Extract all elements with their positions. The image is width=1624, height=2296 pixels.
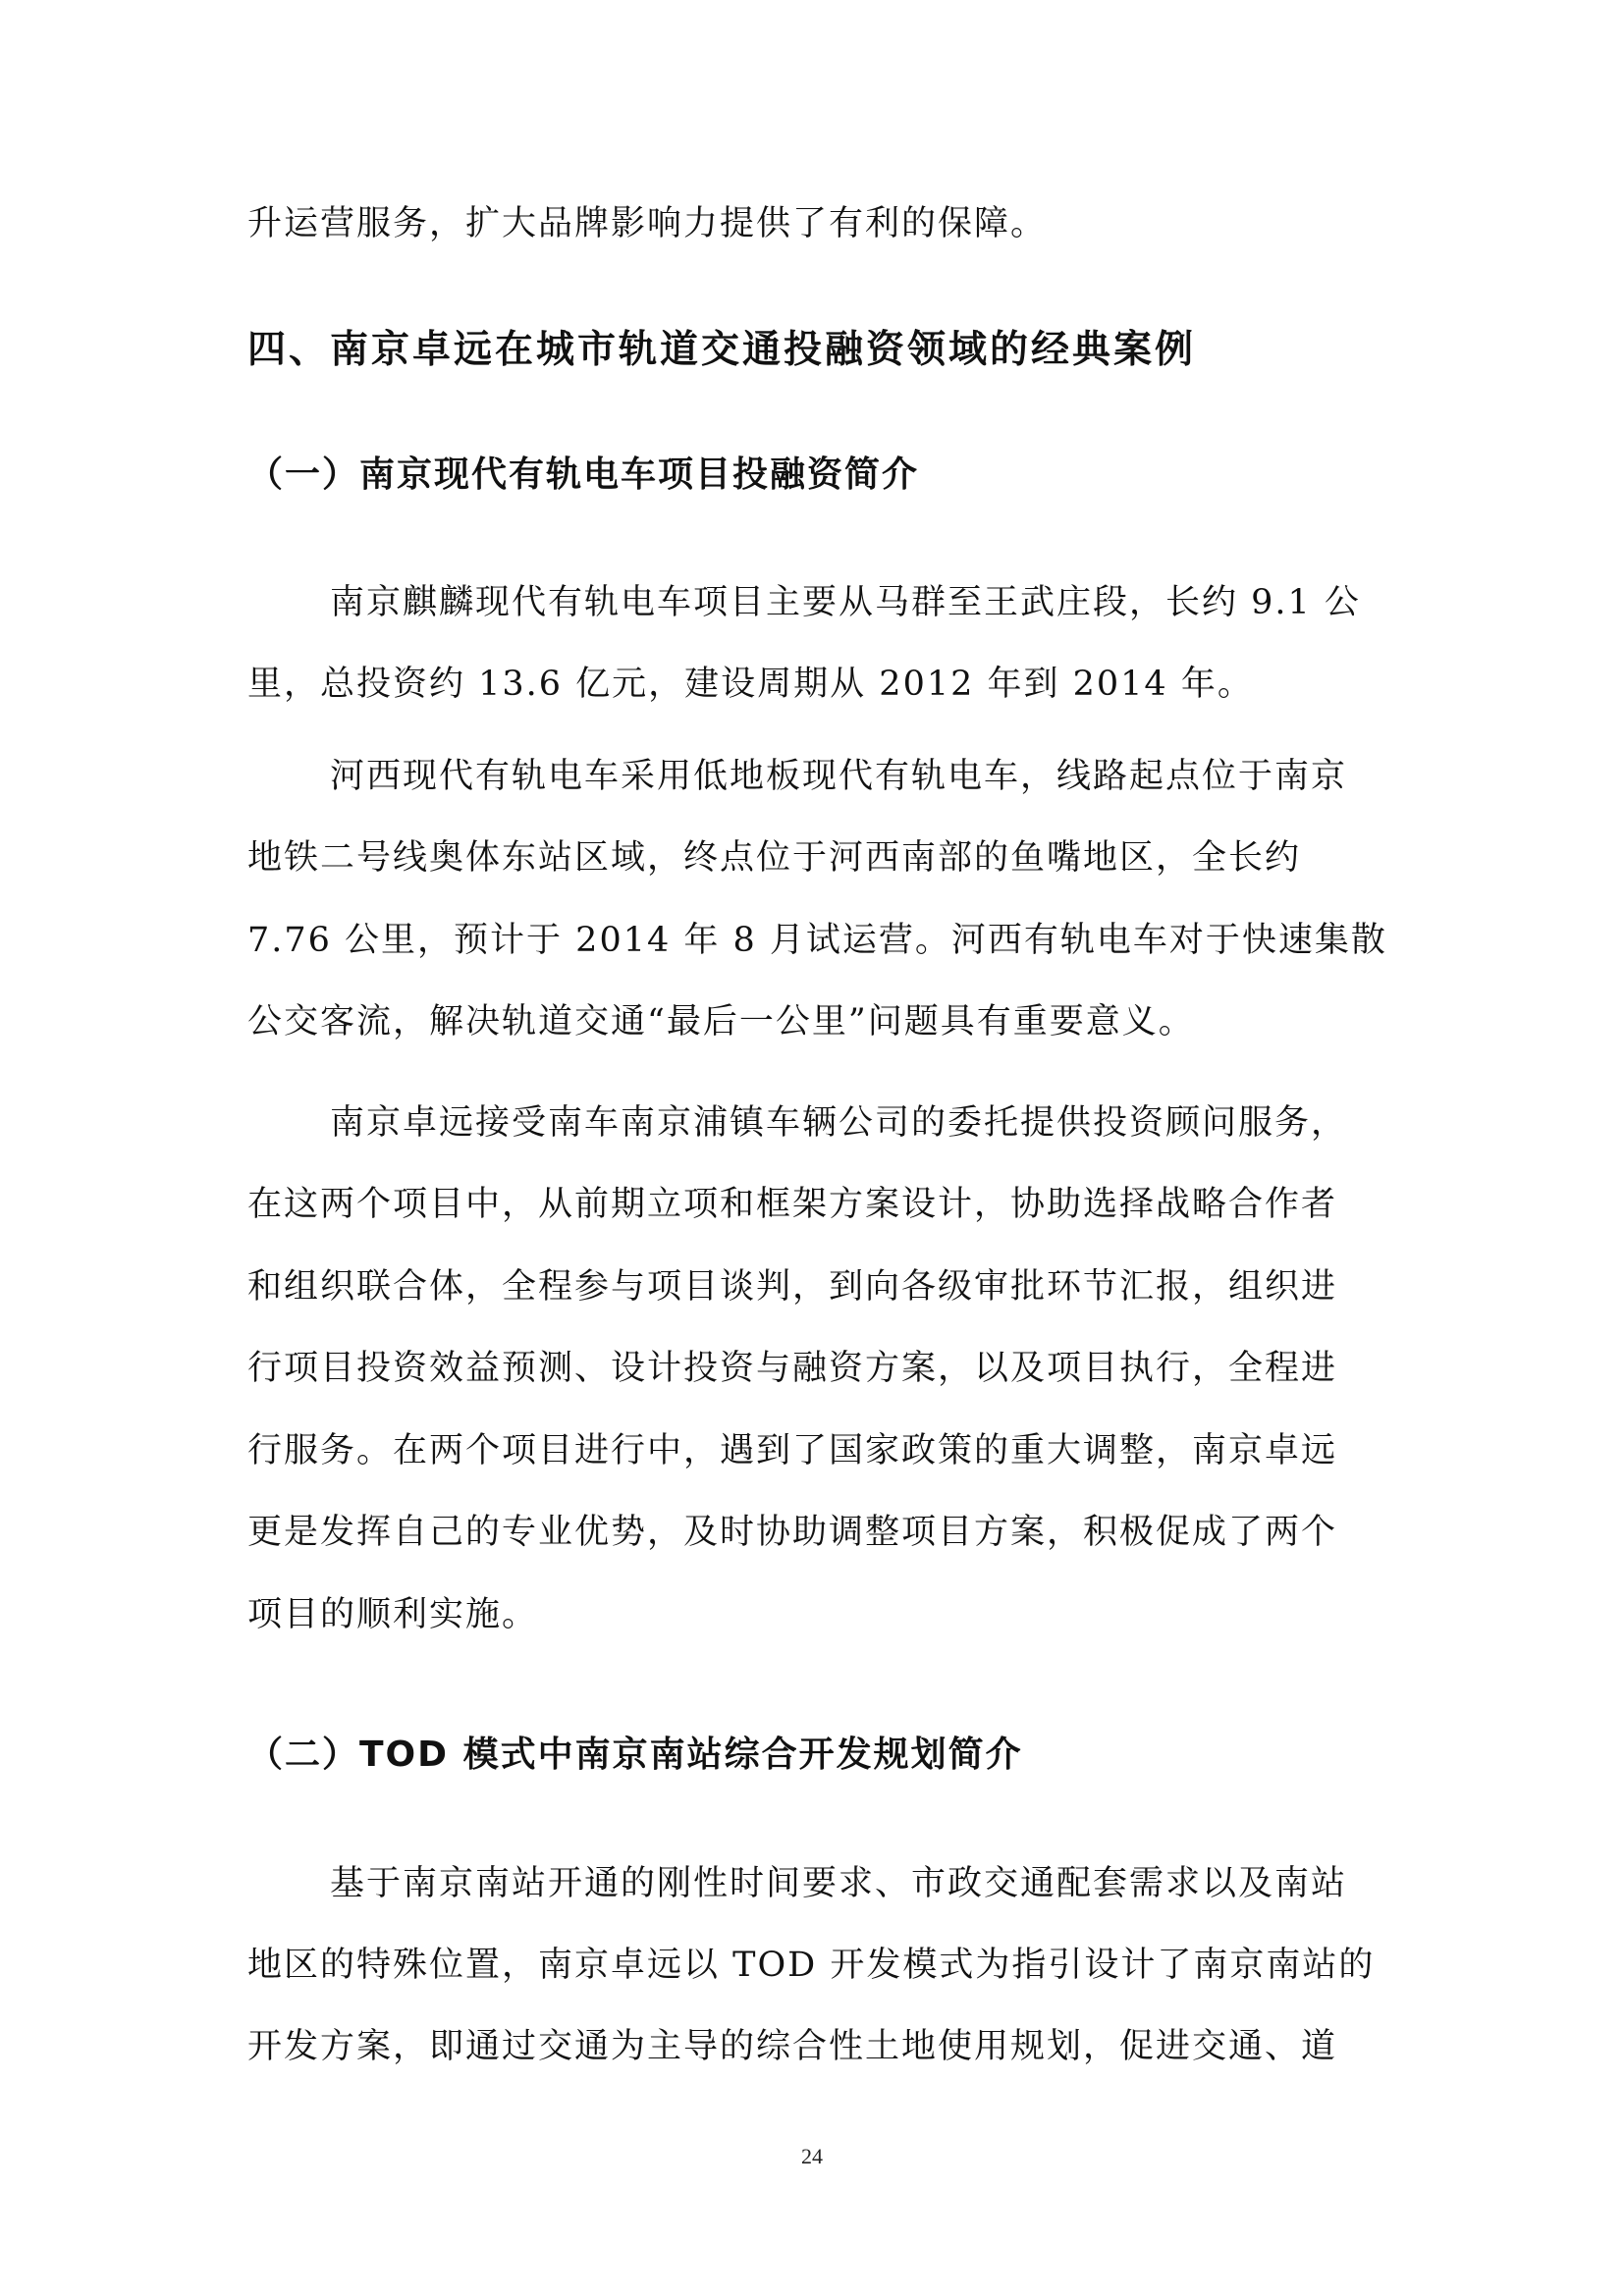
paragraph-line: 更是发挥自己的专业优势，及时协助调整项目方案，积极促成了两个 <box>247 1513 1338 1552</box>
paragraph-line: 在这两个项目中，从前期立项和框架方案设计，协助选择战略合作者 <box>247 1185 1338 1224</box>
paragraph-tram-qilin <box>247 585 1386 702</box>
paragraph-line: 河西现代有轨电车采用低地板现代有轨电车，线路起点位于南京 <box>330 757 1348 796</box>
paragraph-line: 公交客流，解决轨道交通“最后一公里”问题具有重要意义。 <box>247 1002 1195 1041</box>
paragraph-line: 行项目投资效益预测、设计投资与融资方案，以及项目执行，全程进 <box>247 1349 1338 1388</box>
page-number: 24 <box>801 2144 823 2168</box>
paragraph-line: 里，总投资约 13.6 亿元，建设周期从 2012 年到 2014 年。 <box>247 665 1254 704</box>
section-heading <box>247 329 1386 372</box>
paragraph-line: 开发方案，即通过交通为主导的综合性土地使用规划，促进交通、道 <box>247 2027 1338 2066</box>
paragraph-line: 地铁二号线奥体东站区域，终点位于河西南部的鱼嘴地区，全长约 <box>247 838 1302 878</box>
paragraph-line: 7.76 公里，预计于 2014 年 8 月试运营。河西有轨电车对于快速集散 <box>247 921 1387 960</box>
paragraph-tod-nanjing-south <box>247 1866 1386 2064</box>
paragraph-line: 和组织联合体，全程参与项目谈判，到向各级审批环节汇报，组织进 <box>247 1267 1338 1307</box>
paragraph-line: 行服务。在两个项目进行中，遇到了国家政策的重大调整，南京卓远 <box>247 1431 1338 1470</box>
subsection-title: （一）南京现代有轨电车项目投融资简介 <box>247 454 920 495</box>
paragraph-line: 南京卓远接受南车南京浦镇车辆公司的委托提供投资顾问服务， <box>330 1103 1348 1143</box>
subsection-heading-2 <box>247 1735 1386 1776</box>
paragraph-advisory-service <box>247 1105 1386 1632</box>
subsection-heading-1 <box>247 454 1386 496</box>
paragraph-line: 升运营服务，扩大品牌影响力提供了有利的保障。 <box>247 204 1048 243</box>
paragraph-line: 南京麒麟现代有轨电车项目主要从马群至王武庄段，长约 9.1 公 <box>330 583 1361 622</box>
subsection-title: （二）TOD 模式中南京南站综合开发规划简介 <box>247 1735 1023 1775</box>
section-title: 四、南京卓远在城市轨道交通投融资领域的经典案例 <box>247 328 1197 372</box>
paragraph-line: 地区的特殊位置，南京卓远以 TOD 开发模式为指引设计了南京南站的 <box>247 1946 1376 1985</box>
paragraph-line: 项目的顺利实施。 <box>247 1595 539 1634</box>
paragraph-line: 基于南京南站开通的刚性时间要求、市政交通配套需求以及南站 <box>330 1864 1348 1903</box>
paragraph-tram-hexi <box>247 759 1386 1040</box>
continuation-paragraph <box>247 206 1386 241</box>
